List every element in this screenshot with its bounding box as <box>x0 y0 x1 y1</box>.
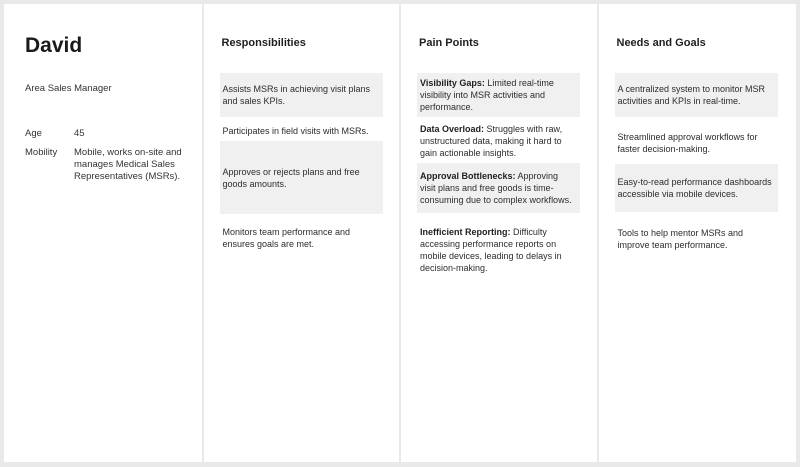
note-text: Streamlined approval workflows for faster decision-making. <box>617 132 758 154</box>
attribute-mobility <box>25 147 184 183</box>
persona-role: Area Sales Manager <box>25 83 112 94</box>
note-text <box>420 226 576 274</box>
note-text: Tools to help mentor MSRs and improve team performance. <box>617 228 744 250</box>
column-heading: Needs and Goals <box>616 37 706 49</box>
note-text <box>420 77 576 113</box>
note-text: Monitors team performance and ensures goals are met. <box>222 227 351 249</box>
goal-note <box>615 217 778 261</box>
pain-point-note <box>417 163 580 213</box>
note-text: Assists MSRs in achieving visit plans and sales KPIs. <box>222 84 371 106</box>
pain-point-note <box>417 119 580 163</box>
attribute-value: Mobile, works on-site and manages Medical Sales Representatives (MSRs). <box>74 147 182 182</box>
persona-board <box>4 4 796 462</box>
goal-note <box>615 121 778 165</box>
goal-note <box>615 164 778 212</box>
note-text <box>420 123 576 159</box>
persona-column <box>4 4 202 462</box>
needs-goals-column <box>599 4 797 462</box>
attribute-label: Mobility <box>25 147 58 158</box>
column-heading: Responsibilities <box>221 37 306 49</box>
responsibility-note <box>220 141 383 214</box>
note-title: Visibility Gaps: <box>420 78 485 88</box>
note-text: Approves or rejects plans and free goods amounts. <box>222 166 360 189</box>
note-text: Easy-to-read performance dashboards accessible via mobile devices. <box>617 177 772 199</box>
note-body: Approving visit plans and free goods is time-consuming due to complex workflows. <box>420 171 572 205</box>
attribute-label: Age <box>25 128 42 139</box>
attribute-age <box>25 128 184 140</box>
note-body: Struggles with raw, unstructured data, making it hard to gain actionable insights. <box>420 124 563 158</box>
responsibilities-column <box>204 4 400 462</box>
note-text: Participates in field visits with MSRs. <box>222 126 369 136</box>
pain-points-column <box>401 4 597 462</box>
note-body: Limited real-time visibility into MSR activities and performance. <box>420 78 554 112</box>
column-heading: Pain Points <box>419 37 479 49</box>
note-title: Inefficient Reporting: <box>420 227 511 237</box>
responsibility-note <box>220 119 383 143</box>
note-text <box>420 170 576 206</box>
responsibility-note <box>220 73 383 117</box>
responsibility-note <box>220 216 383 260</box>
note-title: Approval Bottlenecks: <box>420 171 516 181</box>
goal-note <box>615 73 778 117</box>
persona-name: David <box>25 34 83 57</box>
note-text: A centralized system to monitor MSR activities and KPIs in real-time. <box>617 84 766 106</box>
attribute-value: 45 <box>74 128 85 139</box>
pain-point-note <box>417 73 580 117</box>
note-title: Data Overload: <box>420 124 485 134</box>
pain-point-note <box>417 224 580 276</box>
note-body: Difficulty accessing performance reports on mobile devices, leading to delays in decision-making. <box>420 227 562 273</box>
